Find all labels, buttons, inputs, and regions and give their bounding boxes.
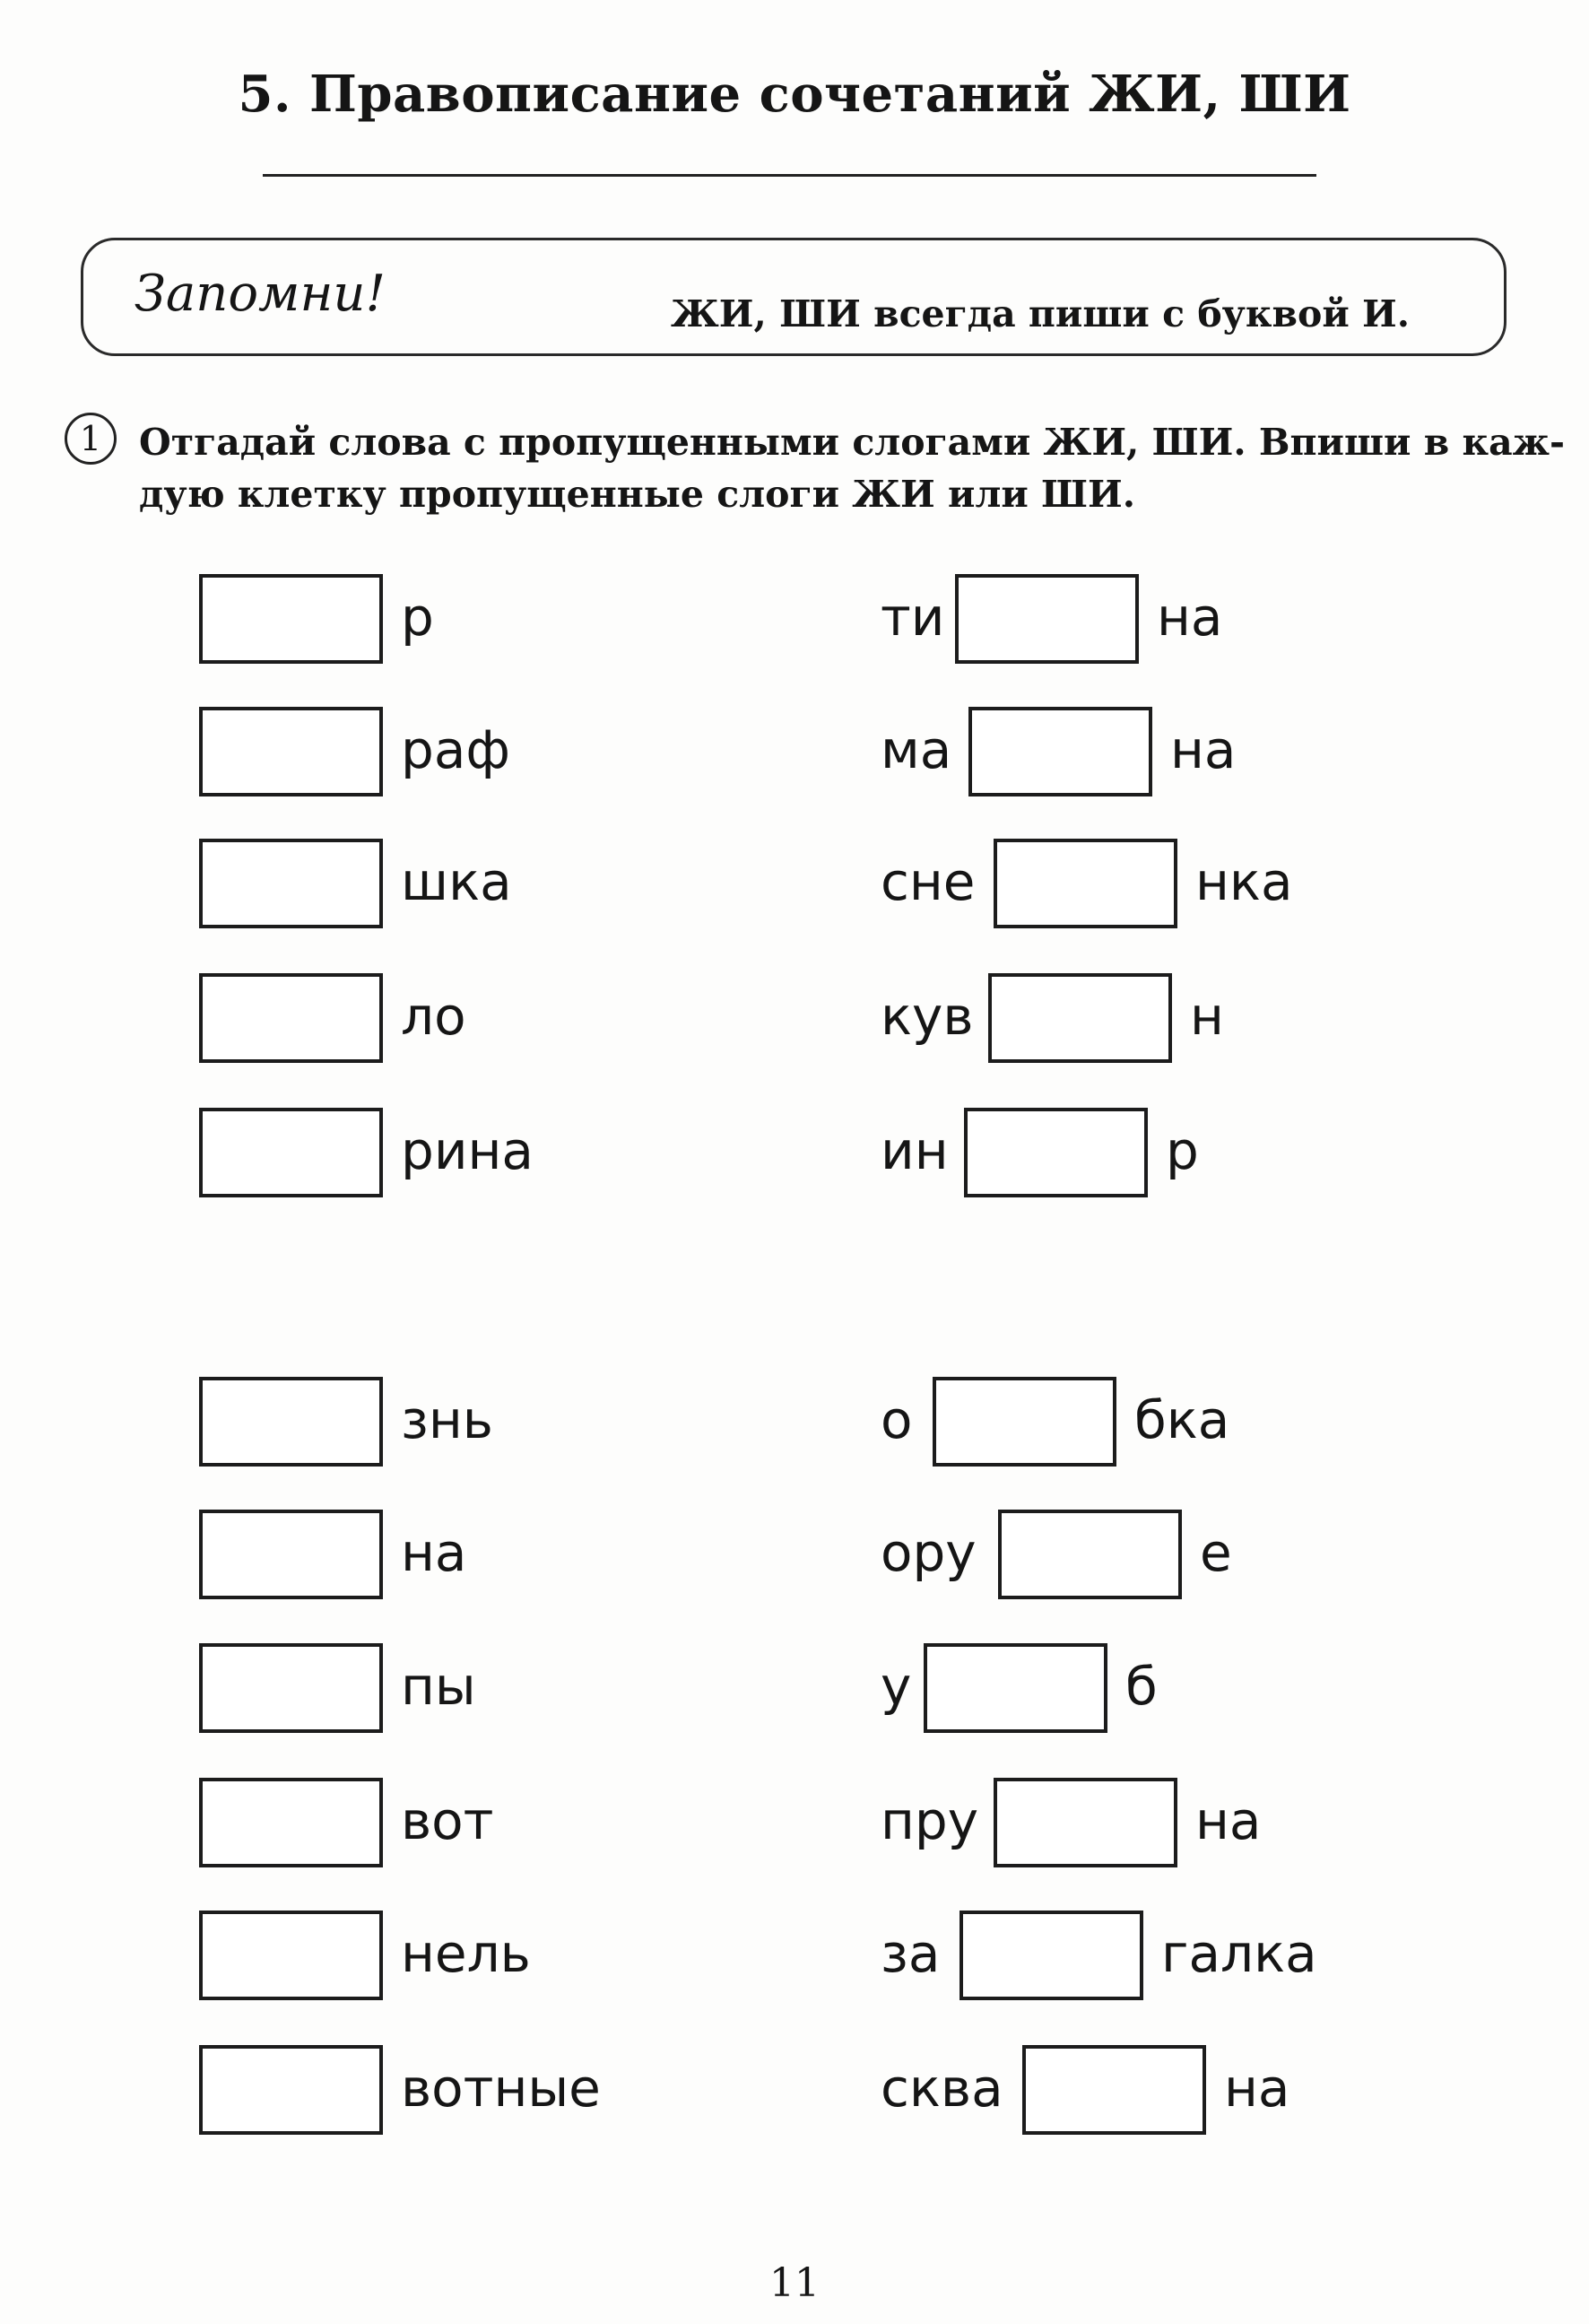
word-ending: бка	[1134, 1389, 1230, 1450]
word-beginning: сква	[881, 2058, 1003, 2119]
word-ending: р	[1166, 1120, 1199, 1181]
title-divider	[263, 174, 1316, 177]
word-ending: на	[1224, 2058, 1290, 2119]
page-title: 5. Правописание сочетаний ЖИ, ШИ	[238, 65, 1351, 124]
word-beginning: ин	[881, 1120, 949, 1181]
syllable-blank-box[interactable]	[994, 1778, 1177, 1867]
word-ending: галка	[1161, 1923, 1317, 1984]
word-beginning: о	[881, 1389, 913, 1450]
word-beginning: ма	[881, 719, 952, 780]
word-ending: раф	[401, 719, 510, 780]
task-line-1: Отгадай слова с пропущенными слогами ЖИ, ШИ. Впиши в каж-	[139, 421, 1566, 464]
word-ending: вотные	[401, 2058, 601, 2119]
syllable-blank-box[interactable]	[199, 574, 383, 664]
syllable-blank-box[interactable]	[988, 973, 1172, 1063]
word-ending: на	[1195, 1790, 1262, 1851]
word-beginning: ти	[881, 587, 945, 648]
page-number: 11	[769, 2260, 820, 2306]
word-beginning: ору	[881, 1522, 977, 1583]
syllable-blank-box[interactable]	[199, 1510, 383, 1599]
syllable-blank-box[interactable]	[924, 1643, 1107, 1733]
word-beginning: кув	[881, 986, 974, 1047]
word-ending: на	[1157, 587, 1223, 648]
word-beginning: за	[881, 1923, 941, 1984]
remember-label: Запомни!	[135, 265, 386, 323]
word-ending: пы	[401, 1656, 476, 1717]
word-ending: б	[1125, 1656, 1158, 1717]
syllable-blank-box[interactable]	[955, 574, 1139, 664]
syllable-blank-box[interactable]	[959, 1911, 1143, 2000]
syllable-blank-box[interactable]	[199, 1778, 383, 1867]
remember-rule: ЖИ, ШИ всегда пиши с буквой И.	[671, 292, 1411, 335]
syllable-blank-box[interactable]	[994, 839, 1177, 928]
word-ending: вот	[401, 1790, 494, 1851]
word-ending: нка	[1195, 851, 1293, 912]
syllable-blank-box[interactable]	[933, 1377, 1116, 1467]
syllable-blank-box[interactable]	[199, 1108, 383, 1197]
syllable-blank-box[interactable]	[998, 1510, 1182, 1599]
word-ending: знь	[401, 1389, 493, 1450]
syllable-blank-box[interactable]	[1022, 2045, 1206, 2135]
word-ending: шка	[401, 851, 512, 912]
word-beginning: пру	[881, 1790, 979, 1851]
word-ending: ло	[401, 986, 466, 1047]
word-ending: р	[401, 587, 434, 648]
syllable-blank-box[interactable]	[199, 1911, 383, 2000]
word-beginning: сне	[881, 851, 976, 912]
word-ending: на	[1170, 719, 1237, 780]
syllable-blank-box[interactable]	[199, 973, 383, 1063]
syllable-blank-box[interactable]	[199, 2045, 383, 2135]
task-instructions	[139, 416, 1566, 520]
word-ending: е	[1200, 1522, 1232, 1583]
syllable-blank-box[interactable]	[199, 1377, 383, 1467]
word-ending: на	[401, 1522, 467, 1583]
syllable-blank-box[interactable]	[199, 707, 383, 796]
word-ending: н	[1190, 986, 1224, 1047]
syllable-blank-box[interactable]	[964, 1108, 1148, 1197]
task-number: 1	[65, 413, 117, 465]
syllable-blank-box[interactable]	[199, 839, 383, 928]
syllable-blank-box[interactable]	[199, 1643, 383, 1733]
word-ending: рина	[401, 1120, 534, 1181]
word-ending: нель	[401, 1923, 531, 1984]
word-beginning: у	[881, 1656, 912, 1717]
syllable-blank-box[interactable]	[968, 707, 1152, 796]
task-line-2: дую клетку пропущенные слоги ЖИ или ШИ.	[139, 473, 1136, 516]
